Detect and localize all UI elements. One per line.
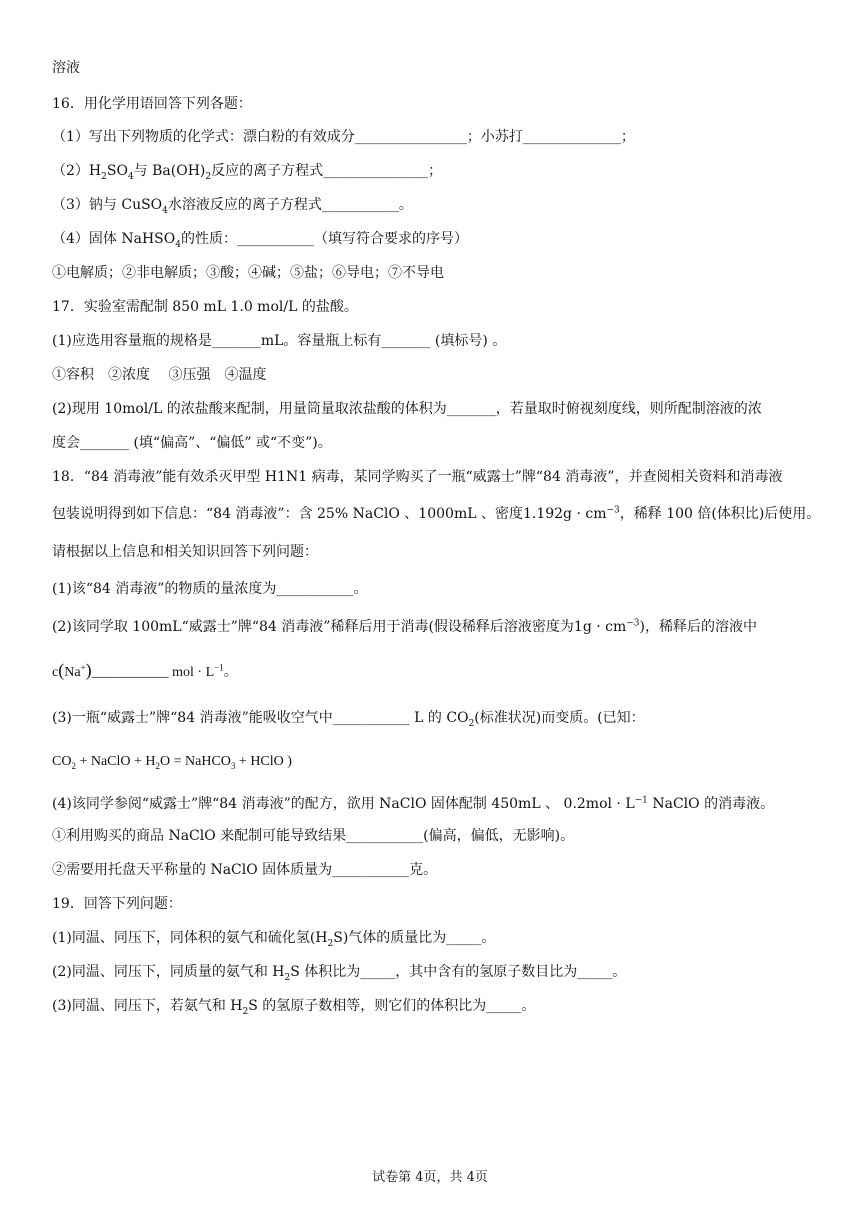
- question-18-heading: 18．“84 消毒液”能有效杀灭甲型 H1N1 病毒，某同学购买了一瓶“威露士”牌“84 消毒液”，并查阅相关资料和消毒液: [52, 469, 783, 485]
- question-18-part-4-b: ②需要用托盘天平称量的 NaClO 固体质量为___________克。: [52, 862, 438, 878]
- question-17-part-2-cont: 度会_______ (填“偏高”、“偏低” 或“不变”)。: [52, 435, 332, 451]
- question-16-part-4: （4）固体 NaHSO$_4$的性质：___________（填写符合要求的序号）: [52, 231, 468, 250]
- question-18-part-2: (2)该同学取 100mL“威露士”牌“84 消毒液”稀释后用于消毒(假设稀释后溶液密度为$1g \cdot cm^{-3}$)，稀释后的溶液中: [52, 618, 758, 635]
- question-18-part-1: (1)该“84 消毒液”的物质的量浓度为___________。: [52, 581, 368, 597]
- question-17-part-2: (2)现用 10mol/L 的浓盐酸来配制，用量筒量取浓盐酸的体积为_______，若量取时俯视刻度线，则所配制溶液的浓: [52, 401, 762, 417]
- question-18-instruction: 请根据以上信息和相关知识回答下列问题：: [52, 544, 318, 560]
- question-17-options: ①容积 ②浓度 ③压强 ④温度: [52, 367, 267, 383]
- question-18-equation: $CO_2$ + NaClO + $H_2O$ = NaHCO$_3$ + HClO ): [52, 754, 292, 771]
- question-19-part-3: (3)同温、同压下，若氨气和 $H_2S$ 的氢原子数相等，则它们的体积比为_____。: [52, 998, 536, 1017]
- text-line: 溶液: [52, 60, 80, 76]
- question-17-part-1: (1)应选用容量瓶的规格是_______mL。容量瓶上标有_______ (填标号) 。: [52, 333, 507, 349]
- question-18-part-3: (3)一瓶“威露士”牌“84 消毒液”能吸收空气中___________ L 的 $CO_2$(标准状况)而变质。(已知：: [52, 710, 645, 729]
- question-16-part-1: （1）写出下列物质的化学式：漂白粉的有效成分________________；小苏打______________；: [52, 129, 635, 145]
- question-17-heading: 17．实验室需配制 850 mL 1.0 mol/L 的盐酸。: [52, 299, 358, 315]
- question-16-part-2: $(2)H_2SO_4$与 $Ba(OH)_2$反应的离子方程式_______________；: [52, 163, 443, 182]
- question-16-heading: 16．用化学用语回答下列各题：: [52, 96, 252, 112]
- page-footer: 试卷第 4页，共 4页: [372, 1170, 488, 1185]
- question-18-part-2-formula: c(Na+)___________ mol · $L^{-1}$。: [52, 660, 238, 680]
- question-18-part-4-a: ①利用购买的商品 NaClO 来配制可能导致结果___________(偏高，偏低，无影响)。: [52, 828, 575, 844]
- question-16-options: ①电解质；②非电解质；③酸；④碱；⑤盐；⑥导电；⑦不导电: [52, 265, 444, 281]
- question-18-info: 包装说明得到如下信息：“84 消毒液”：含 25% NaClO 、1000mL 、密度$1.192g \cdot cm^{-3}$，稀释 100 倍(体积比)后使用。: [52, 505, 821, 522]
- question-19-part-2: (2)同温、同压下，同质量的氨气和 $H_2S$ 体积比为_____，其中含有的氢原子数目比为_____。: [52, 964, 627, 983]
- question-16-part-3: （3）钠与 CuSO$_4$水溶液反应的离子方程式___________。: [52, 197, 413, 216]
- question-19-part-1: (1)同温、同压下，同体积的氨气和硫化氢$(H_2S)$气体的质量比为_____。: [52, 930, 496, 949]
- question-18-part-4: (4)该同学参阅“威露士”牌“84 消毒液”的配方，欲用 NaClO 固体配制 450mL 、 $0.2mol \cdot L^{-1}$ NaClO 的消毒液。: [52, 795, 775, 812]
- question-19-heading: 19．回答下列问题：: [52, 896, 182, 912]
